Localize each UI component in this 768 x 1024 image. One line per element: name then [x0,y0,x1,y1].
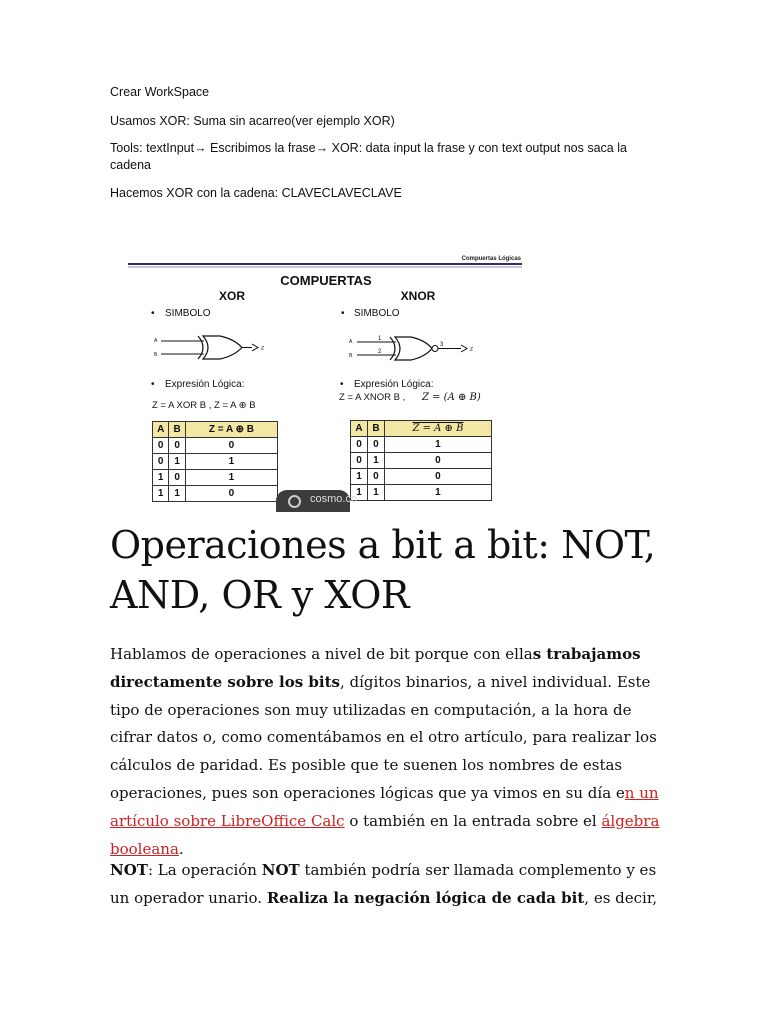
xor-input-a: A [154,338,158,344]
table-cell: 1 [367,485,384,501]
table-header: B [169,422,185,438]
arrow-icon: → [315,141,329,155]
table-row [153,438,278,454]
table-cell: 0 [384,469,491,485]
text: : La operación [147,861,262,879]
xor-heading: XOR [218,289,246,303]
bullet-icon: • [340,379,344,390]
figure-header: Compuertas Lógicas [461,256,521,262]
table-cell: 1 [351,469,368,485]
table-row [351,453,492,469]
note-text: XOR: data input la frase y con text output nos saca la cadena [110,141,627,172]
bullet-icon: • [341,308,345,319]
note-line: Crear WorkSpace [110,85,210,99]
bold-text: NOT [110,861,148,879]
table-row [351,469,492,485]
algebra-booleana-link[interactable]: álgebra booleana [110,811,660,858]
xnor-formula: Z = (A ⊕ B) [422,392,481,403]
table-cell: 1 [185,470,277,486]
text: , es decir, [584,888,658,907]
note-text: Tools: textInput [110,141,195,155]
xnor-simbolo-label: SIMBOLO [354,308,400,319]
table-cell: 1 [384,437,491,453]
bullet-icon: • [151,379,155,390]
xor-input-b: B [154,352,158,358]
xnor-pin-3: 3 [440,342,444,348]
table-header: Z = A ⊕ B [384,421,491,437]
logic-gates-figure [128,253,524,503]
table-header: B [367,421,384,437]
xor-truth-table [152,421,278,502]
xnor-pin-2: 2 [378,349,382,355]
table-header: Z = A ⊕ B [185,422,277,438]
table-header: A [351,421,368,437]
xor-expression: Z = A XOR B , Z = A ⊕ B [152,400,256,411]
bold-text: s trabajamos directamente sobre los bits [110,645,641,691]
table-cell: 0 [367,437,384,453]
table-cell: 1 [153,470,169,486]
xor-expr-label: Expresión Lógica: [165,379,245,390]
note-line: Usamos XOR: Suma sin acarreo(ver ejemplo XOR) [110,114,395,128]
table-row [153,470,278,486]
table-cell: 1 [384,485,491,501]
table-cell: 0 [351,437,368,453]
xnor-input-b: B [349,353,353,359]
note-text: Escribimos la frase [206,141,316,155]
note-line: Hacemos XOR con la cadena: CLAVECLAVECLAVE [110,186,402,200]
xor-simbolo-label: SIMBOLO [165,308,211,319]
table-cell: 0 [384,453,491,469]
table-cell: 0 [153,438,169,454]
note-line [110,140,650,174]
table-cell: 0 [185,438,277,454]
bold-text: NOT [261,861,300,879]
arrow-icon: → [194,141,207,155]
table-header: A [153,422,169,438]
table-cell: 0 [153,454,169,470]
libreoffice-calc-link[interactable]: n un artículo sobre LibreOffice Calc [110,783,659,830]
bold-text: Realiza la negación lógica de cada bit [266,888,585,907]
table-cell: 1 [185,454,277,470]
xnor-pin-1: 1 [378,336,382,342]
xnor-gate-icon [357,337,467,360]
xnor-expression: Z = A XNOR B , [339,392,406,403]
table-row [351,437,492,453]
table-cell: 0 [367,469,384,485]
text: , dígitos binarios, a nivel individual. Este tipo de operaciones son muy utilizadas en computación, a la hora de cifrar datos o, como comentábamos en el otro artículo, para realizar los cálculos de paridad. Es posible que te suenen los nombres de estas operaciones, pues son operaciones lógicas que ya vimos en su día e [110,672,657,802]
text: también podría ser llamada complemento y es un operador unario. [110,861,657,907]
watermark-icon [288,495,301,508]
figure-title: COMPUERTAS [280,273,372,288]
xor-gate-icon [161,336,258,359]
table-cell: 1 [153,486,169,502]
table-cell: 1 [169,486,185,502]
table-row [153,486,278,502]
xnor-truth-table [350,420,492,501]
bullet-icon: • [151,308,155,319]
text: o también en la entrada sobre el [344,811,602,830]
xnor-input-a: A [349,339,353,345]
article-paragraph [110,857,670,913]
table-cell: 0 [185,486,277,502]
table-row [351,485,492,501]
table-cell: 0 [169,470,185,486]
watermark-badge [276,490,358,512]
table-row [153,454,278,470]
table-cell: 1 [351,485,368,501]
text: Hablamos de operaciones a nivel de bit porque con ella [110,645,533,663]
article-title: Operaciones a bit a bit: NOT, AND, OR y XOR [110,523,656,617]
xnor-expr-label: Expresión Lógica: [354,379,434,390]
table-cell: 0 [169,438,185,454]
xor-output-z: Z [261,346,265,352]
xnor-output-z: Z [470,347,474,353]
table-cell: 1 [169,454,185,470]
watermark-text: cosmo.co [310,493,358,505]
text: . [178,839,184,858]
xnor-heading: XNOR [400,289,436,303]
table-cell: 1 [367,453,384,469]
table-cell: 0 [351,453,368,469]
article-paragraph [110,641,670,863]
